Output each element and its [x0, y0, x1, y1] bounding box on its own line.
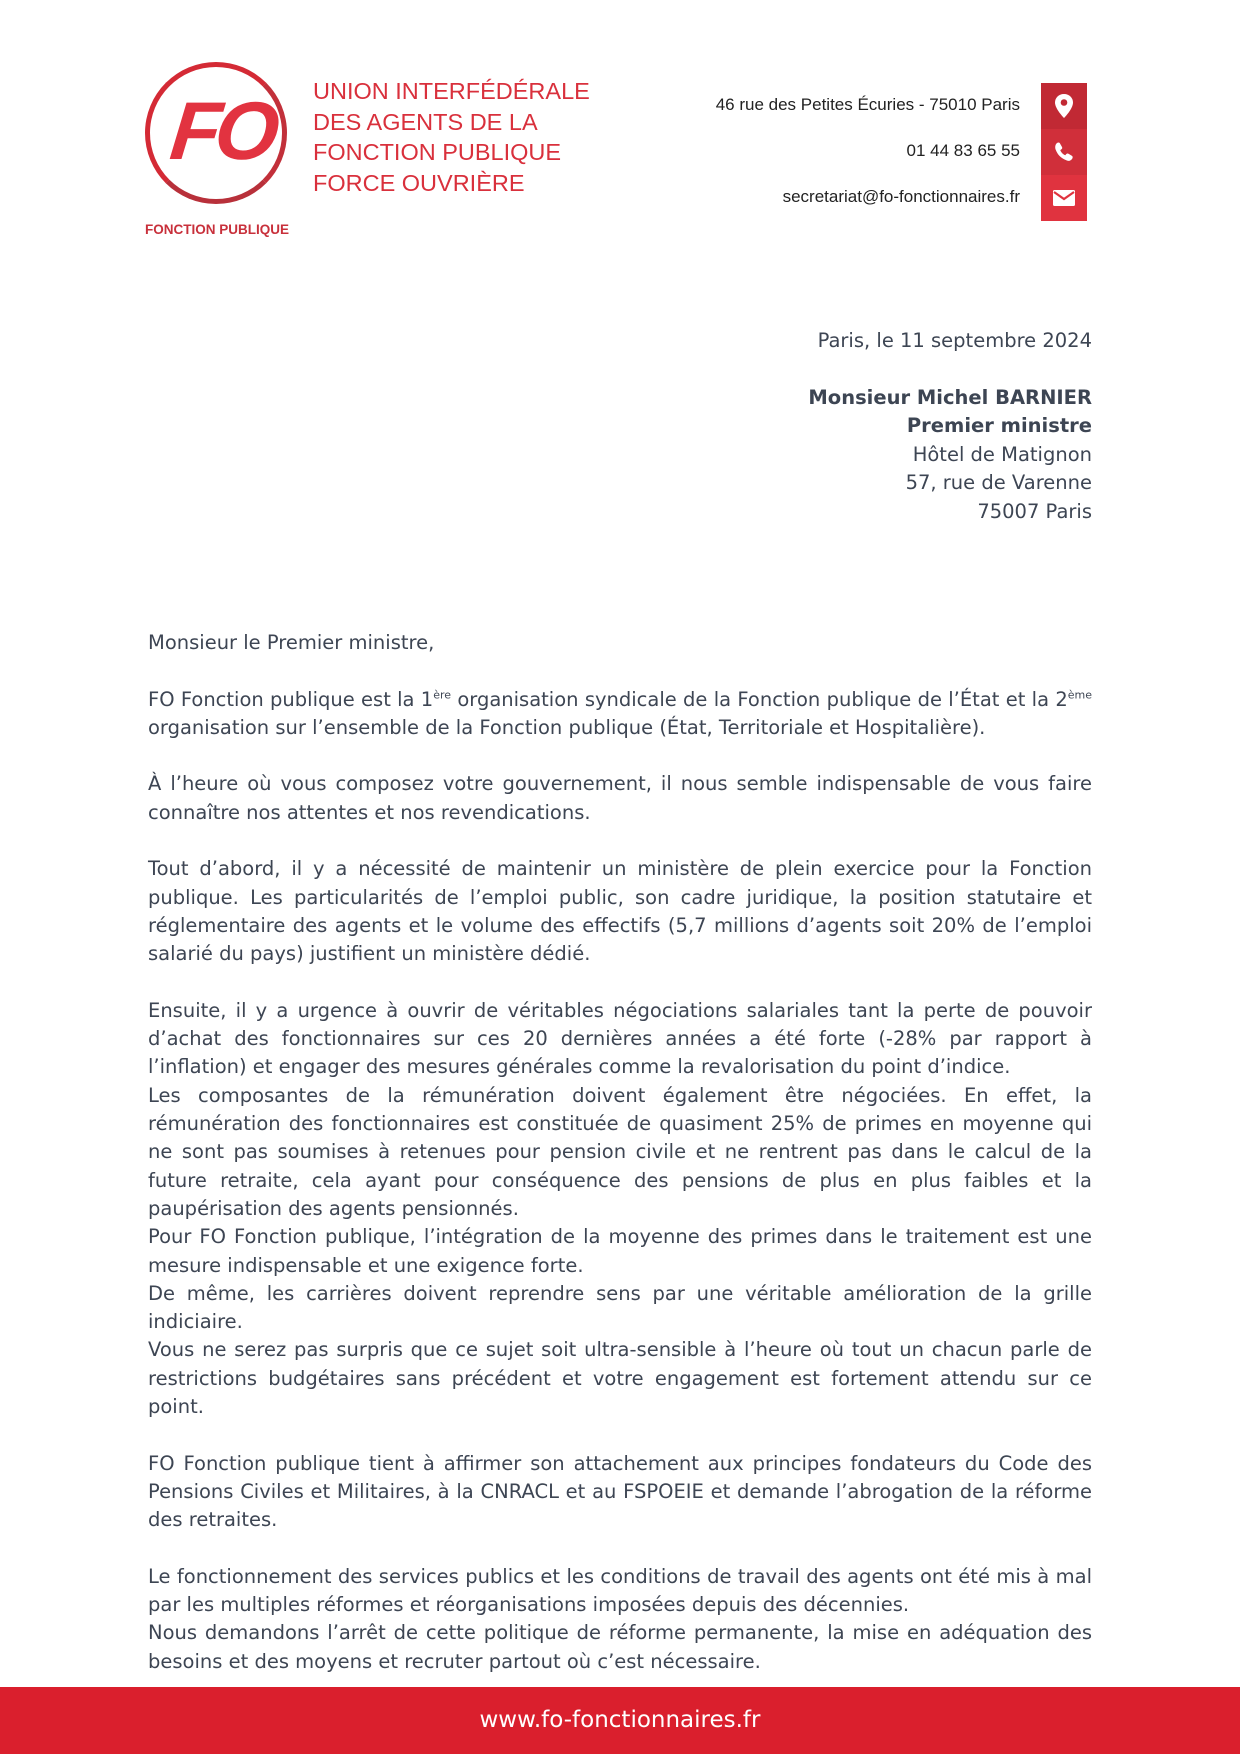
paragraph-pensions: FO Fonction publique tient à affirmer son attachement aux principes fondateurs du Code des Pensions Civiles et Militaires, à la CNRACL et au FSPOEIE et demande l’abrogation de la réforme des retraites. — [148, 1451, 1092, 1532]
contact-email: secretariat@fo-fonctionnaires.fr — [782, 187, 1020, 206]
contact-address: 46 rue des Petites Écuries - 75010 Paris — [715, 95, 1020, 114]
paragraph-ministry: Tout d’abord, il y a nécessité de maintenir un ministère de plein exercice pour la Fonction publique. Les particularités de l’emploi public, son cadre juridique, la position statutaire et réglementaire des agents et le volume des effectifs (5,7 millions d’agents soit 20% de l’emploi salarié du pays) justifient un ministère dédié. — [148, 857, 1092, 966]
organization-name — [313, 76, 590, 198]
paragraph-demands: Nous demandons l’arrêt de cette politique de réforme permanente, la mise en adéquation des besoins et des moyens et recruter partout où c’est nécessaire. — [148, 1621, 1092, 1673]
org-name-line: DES AGENTS DE LA — [313, 108, 538, 135]
fo-logo — [145, 62, 300, 237]
contact-icons — [1041, 83, 1087, 221]
map-pin-icon — [1041, 83, 1087, 129]
recipient-title: Premier ministre — [906, 414, 1092, 437]
logo-fo-text: FO — [166, 86, 278, 177]
org-name-line: FORCE OUVRIÈRE — [313, 169, 525, 196]
footer-bar — [0, 1687, 1240, 1754]
footer-website-link[interactable]: www.fo-fonctionnaires.fr — [479, 1707, 761, 1733]
superscript: ème — [1067, 688, 1093, 702]
phone-icon — [1041, 129, 1087, 175]
salutation: Monsieur le Premier ministre, — [148, 631, 435, 654]
text-span: organisation sur l’ensemble de la Fonction publique (État, Territoriale et Hospitalière). — [148, 715, 986, 739]
recipient-block — [808, 327, 1092, 526]
recipient-name: Monsieur Michel BARNIER — [808, 385, 1092, 409]
paragraph-careers: De même, les carrières doivent reprendre sens par une véritable amélioration de la grille indiciaire. — [148, 1281, 1092, 1334]
org-name-line: FONCTION PUBLIQUE — [313, 139, 562, 165]
paragraph-expectations: À l’heure où vous composez votre gouvernement, il nous semble indispensable de vous faire connaître nos attentes et nos revendications. — [148, 772, 1092, 824]
letter-date: Paris, le 11 septembre 2024 — [817, 329, 1092, 352]
org-name-line: UNION INTERFÉDÉRALE — [313, 78, 590, 104]
paragraph-remuneration: Les composantes de la rémunération doivent également être négociées. En effet, la rémunération des fonctionnaires est constituée de quasiment 25% de primes en moyenne qui ne sont pas soumises à retenues pour pension civile et ne rentrent pas dans le calcul de la future retraite, cela ayant pour conséquence des pensions de plus en plus faibles et la paupérisation des agents pensionnés. — [148, 1083, 1092, 1220]
contact-phone: 01 44 83 65 55 — [906, 141, 1020, 160]
recipient-address-line: 75007 Paris — [977, 499, 1092, 523]
paragraph-primes: Pour FO Fonction publique, l’intégration de la moyenne des primes dans le traitement est une mesure indispensable et une exigence forte. — [148, 1225, 1092, 1277]
mail-icon — [1041, 175, 1087, 221]
text-span: FO Fonction publique est la 1 — [148, 687, 434, 711]
recipient-address-line: Hôtel de Matignon — [912, 442, 1092, 466]
contact-info — [716, 82, 1020, 220]
paragraph-public-services: Le fonctionnement des services publics et les conditions de travail des agents ont été mis à mal par les multiples réformes et réorganisations imposées depuis des décennies. — [148, 1564, 1092, 1617]
paragraph-intro — [148, 686, 1092, 743]
paragraph-budget: Vous ne serez pas surpris que ce sujet soit ultra-sensible à l’heure où tout un chacun parle de restrictions budgétaires sans précédent et votre engagement est fortement attendu sur ce point. — [148, 1338, 1092, 1419]
recipient-address-line: 57, rue de Varenne — [905, 471, 1092, 494]
letter-body — [148, 629, 1092, 1676]
superscript: ère — [433, 688, 452, 702]
logo-subtitle: FONCTION PUBLIQUE — [145, 222, 289, 237]
text-span: organisation syndicale de la Fonction publique de l’État et la 2 — [451, 687, 1068, 711]
paragraph-salary: Ensuite, il y a urgence à ouvrir de véritables négociations salariales tant la perte de pouvoir d’achat des fonctionnaires sur ces 20 dernières années a été forte (-28% par rapport à l’inflation) et engager des mesures générales comme la revalorisation du point d’indice. — [148, 998, 1092, 1079]
